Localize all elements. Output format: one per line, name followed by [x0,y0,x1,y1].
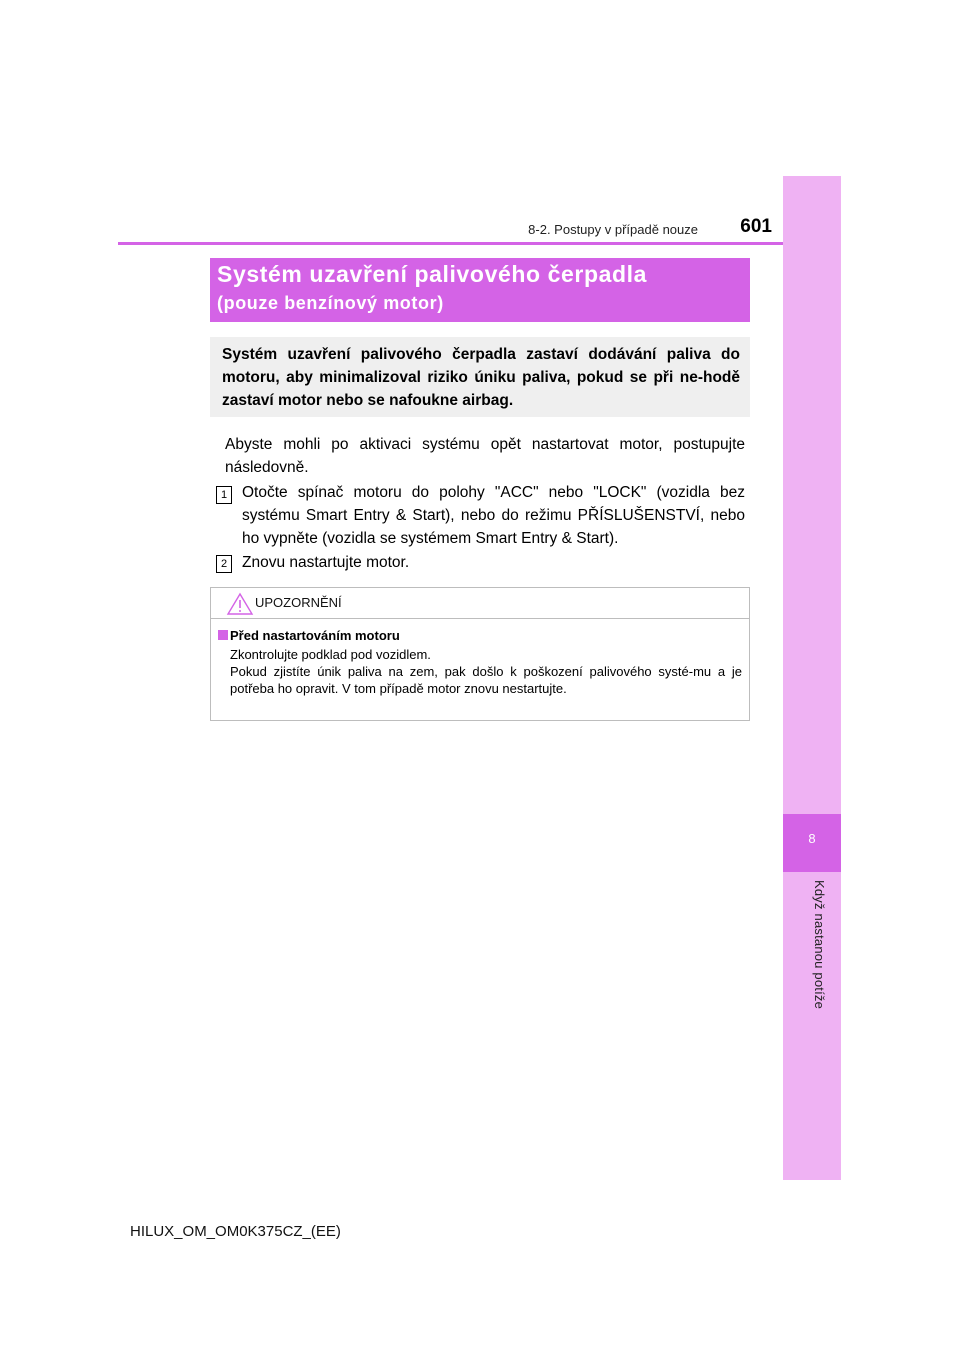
chapter-tab-upper [783,176,841,814]
warning-line-1: Zkontrolujte podklad pod vozidlem. [230,647,431,662]
section-title: Systém uzavření palivového čerpadla [217,261,648,287]
section-subtitle: (pouze benzínový motor) [217,293,444,313]
section-heading: 8-2. Postupy v případě nouze [528,222,698,237]
chapter-number-tab: 8 [783,814,841,872]
step-text-1: Otočte spínač motoru do polohy "ACC" nebo "LOCK" (vozidla bez systému Smart Entry & Start), nebo do režimu PŘÍSLUŠENSTVÍ, nebo ho vypněte (vozidla se systémem Smart Entry & Start). [242,484,745,547]
warning-bullet-icon [218,630,228,640]
section-title-banner [210,258,750,322]
warning-triangle-icon [226,592,254,616]
warning-line-2: Pokud zjistíte únik paliva na zem, pak došlo k poškození palivového systé-mu a je potřeba ho opravit. V tom případě motor znovu nestartujte. [230,664,742,696]
header-rule [118,242,783,245]
page-number: 601 [740,216,772,237]
step-number-2: 2 [216,555,232,573]
warning-title: UPOZORNĚNÍ [255,595,342,610]
chapter-label: Když nastanou potíže [812,880,827,1010]
intro-box [210,337,750,417]
warning-subheading: Před nastartováním motoru [230,628,400,643]
document-code: HILUX_OM_OM0K375CZ_(EE) [130,1223,341,1240]
body-paragraph: Abyste mohli po aktivaci systému opět nastartovat motor, postupujte následovně. [225,436,745,476]
step-text-2: Znovu nastartujte motor. [242,554,410,571]
warning-header [211,588,749,619]
step-number-1: 1 [216,486,232,504]
warning-box [210,587,750,721]
intro-text: Systém uzavření palivového čerpadla zastaví dodávání paliva do motoru, aby minimalizoval riziko úniku paliva, pokud se při ne-hodě zastaví motor nebo se nafoukne airbag. [222,346,740,409]
warning-body [230,646,742,697]
